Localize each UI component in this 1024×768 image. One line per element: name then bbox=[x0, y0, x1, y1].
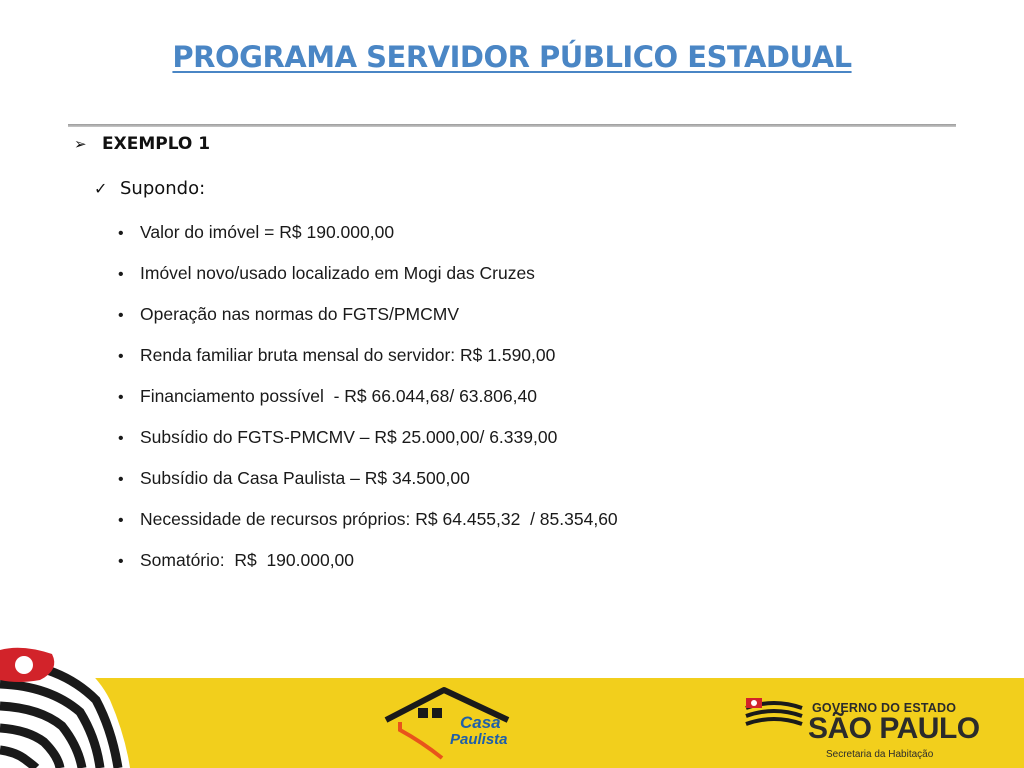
bullet-icon: • bbox=[118, 348, 124, 365]
bullet-icon: • bbox=[118, 389, 124, 406]
bullet-icon: • bbox=[118, 512, 124, 529]
bullet-icon: • bbox=[118, 430, 124, 447]
list-item-text: Imóvel novo/usado localizado em Mogi das Cruzes bbox=[140, 263, 535, 283]
sao-paulo-government-emblem bbox=[744, 692, 806, 732]
government-label: GOVERNO DO ESTADO bbox=[812, 701, 957, 715]
list-item bbox=[118, 386, 618, 427]
arrow-bullet-icon: ➢ bbox=[74, 135, 87, 153]
sao-paulo-flag-icon bbox=[0, 640, 150, 768]
department-name: Secretaria da Habitação bbox=[826, 749, 934, 760]
section-label: EXEMPLO 1 bbox=[102, 134, 211, 154]
list-item-text: Renda familiar bruta mensal do servidor: R$ 1.590,00 bbox=[140, 345, 556, 365]
bullet-icon: • bbox=[118, 307, 124, 324]
list-item-text: Subsídio do FGTS-PMCMV – R$ 25.000,00/ 6.339,00 bbox=[140, 427, 558, 447]
list-item-text: Valor do imóvel = R$ 190.000,00 bbox=[140, 222, 395, 242]
list-item bbox=[118, 509, 618, 550]
casa-paulista-logo bbox=[382, 684, 532, 764]
checkmark-icon: ✓ bbox=[94, 179, 108, 198]
bullet-list bbox=[118, 222, 618, 591]
bullet-icon: • bbox=[118, 471, 124, 488]
list-item-text: Financiamento possível - R$ 66.044,68/ 63.806,40 bbox=[140, 386, 537, 406]
list-item bbox=[118, 468, 618, 509]
state-name: SÃO PAULO bbox=[808, 712, 980, 745]
list-item bbox=[118, 345, 618, 386]
list-item-text: Subsídio da Casa Paulista – R$ 34.500,00 bbox=[140, 468, 470, 488]
list-item-text: Somatório: R$ 190.000,00 bbox=[140, 550, 355, 570]
list-item bbox=[118, 263, 618, 304]
subsection-label: Supondo: bbox=[120, 178, 206, 199]
logo-left-line1: Casa bbox=[460, 713, 501, 732]
list-item-text: Necessidade de recursos próprios: R$ 64.455,32 / 85.354,60 bbox=[140, 509, 618, 529]
title-divider bbox=[68, 124, 956, 127]
bullet-icon: • bbox=[118, 225, 124, 242]
logo-left-line2: Paulista bbox=[450, 731, 508, 748]
list-item bbox=[118, 550, 618, 591]
list-item bbox=[118, 304, 618, 345]
list-item bbox=[118, 427, 618, 468]
subsection-heading bbox=[94, 178, 205, 199]
slide-title: PROGRAMA SERVIDOR PÚBLICO ESTADUAL bbox=[172, 40, 852, 74]
list-item-text: Operação nas normas do FGTS/PMCMV bbox=[140, 304, 459, 324]
section-heading bbox=[74, 134, 210, 154]
bullet-icon: • bbox=[118, 553, 124, 570]
bullet-icon: • bbox=[118, 266, 124, 283]
list-item bbox=[118, 222, 618, 263]
